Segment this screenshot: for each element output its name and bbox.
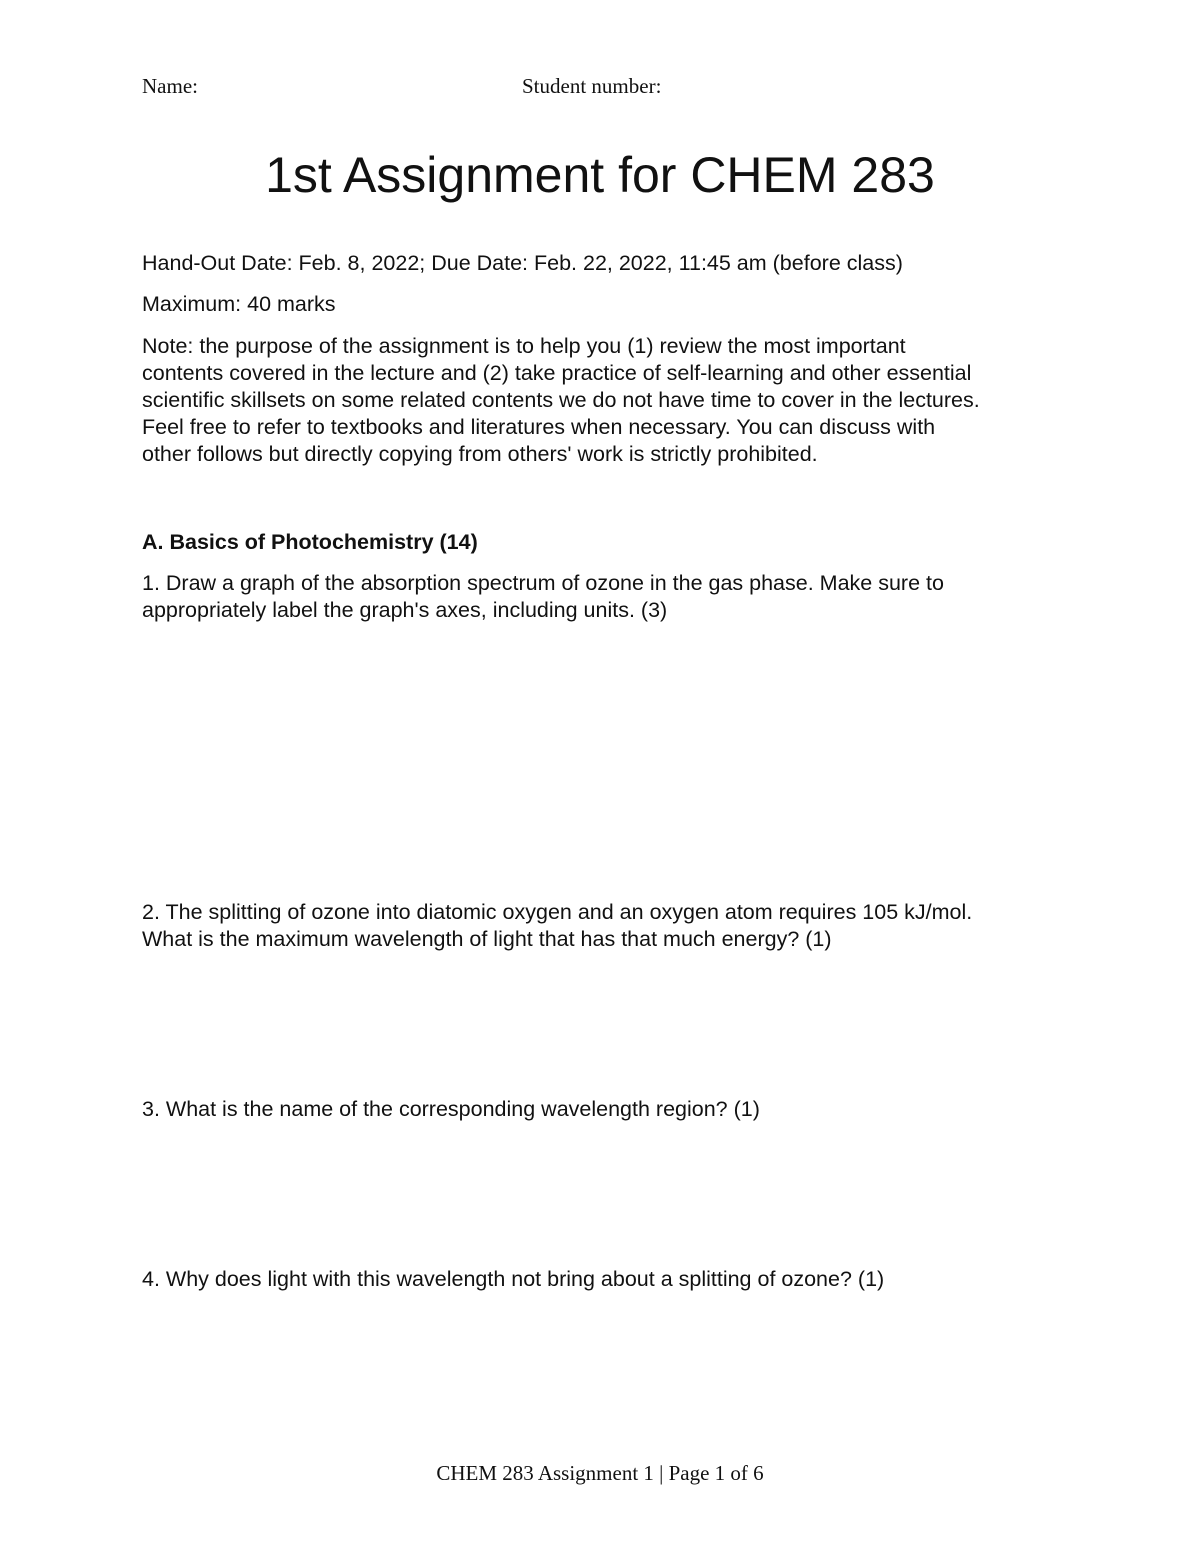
question-line: What is the maximum wavelength of light that has that much energy? (1) — [142, 927, 832, 951]
note-paragraph — [142, 333, 980, 468]
note-line: scientific skillsets on some related contents we do not have time to cover in the lectures. — [142, 388, 980, 412]
page-footer: CHEM 283 Assignment 1 | Page 1 of 6 — [436, 1461, 764, 1485]
note-line: Feel free to refer to textbooks and literatures when necessary. You can discuss with — [142, 415, 936, 439]
question-line: appropriately label the graph's axes, including units. (3) — [142, 598, 668, 622]
question-4 — [142, 1266, 884, 1293]
dates-line: Hand-Out Date: Feb. 8, 2022; Due Date: Feb. 22, 2022, 11:45 am (before class) — [142, 251, 903, 275]
page-title: 1st Assignment for CHEM 283 — [265, 147, 935, 203]
note-line: contents covered in the lecture and (2) take practice of self-learning and other essential — [142, 361, 972, 385]
student-number-label: Student number: — [522, 74, 662, 98]
name-label: Name: — [142, 74, 198, 98]
question-3 — [142, 1096, 760, 1123]
question-line: 1. Draw a graph of the absorption spectrum of ozone in the gas phase. Make sure to — [142, 571, 944, 595]
question-line: 3. What is the name of the corresponding wavelength region? (1) — [142, 1097, 760, 1121]
question-1 — [142, 570, 944, 624]
maximum-marks: Maximum: 40 marks — [142, 292, 336, 316]
note-line: Note: the purpose of the assignment is to help you (1) review the most important — [142, 334, 906, 358]
question-2 — [142, 899, 972, 953]
question-line: 2. The splitting of ozone into diatomic oxygen and an oxygen atom requires 105 kJ/mol. — [142, 900, 973, 924]
note-line: other follows but directly copying from others' work is strictly prohibited. — [142, 442, 818, 466]
section-a-heading: A. Basics of Photochemistry (14) — [142, 530, 478, 554]
question-line: 4. Why does light with this wavelength not bring about a splitting of ozone? (1) — [142, 1267, 885, 1291]
